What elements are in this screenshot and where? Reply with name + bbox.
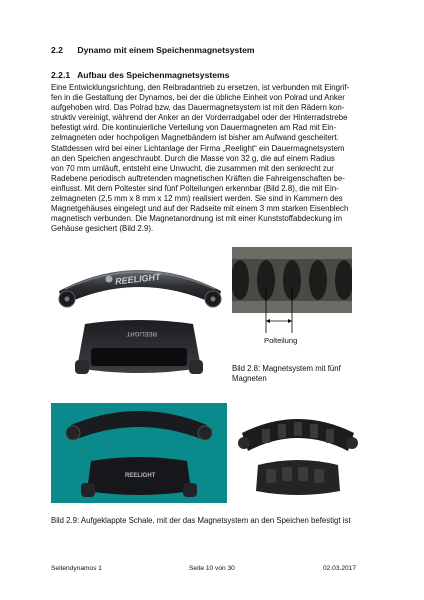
reelight-logo-shell: REELIGHT — [125, 473, 156, 479]
body-line: von 70 mm umläuft, entsteht eine Unwucht, die zusammen mit den senkrecht zur — [51, 163, 334, 173]
body-line: Eine Entwicklungsrichtung, den Reibradantrieb zu ersetzen, ist verbunden mit Eingrif- — [51, 83, 350, 92]
shell-open-photo — [51, 403, 227, 503]
section-heading — [51, 45, 255, 55]
polteilung-label: Polteilung — [264, 336, 298, 345]
body-line: Radebene periodisch auftretenden magnetischen Kräften die Fahreigenschaften be- — [51, 173, 345, 183]
dynamo-top-photo — [51, 247, 227, 317]
reelight-logo-underside: REELIGHT — [126, 330, 157, 336]
subsection-heading — [51, 70, 229, 80]
figure-2-8-caption: Bild 2.8: Magnetsystem mit fünf Magneten — [232, 364, 341, 383]
dynamo-underside-illustration — [51, 318, 227, 386]
shell-interior-illustration — [228, 403, 368, 503]
body-line: an den Speichen angeschraubt. Durch die Masse von 32 g, die auf einem Radius — [51, 153, 335, 163]
reelight-logo-top: REELIGHT — [114, 271, 161, 287]
dynamo-top-illustration — [51, 247, 227, 317]
subsection-number: 2.2.1 — [51, 70, 71, 80]
body-line: Magnetgehäuses eingelegt und auf der Radseite mit einem 3 mm starken Eisenblech — [51, 204, 349, 214]
body-line: zelmagneten oder hochpoligen Magnetbändern ist bisher am Aufwand gescheitert. — [51, 133, 339, 143]
body-line: struktiv vereinigt, während der Anker an der Vorderradgabel oder der Hinterradstrebe — [51, 113, 348, 123]
body-line: befestigt wird. Die kontinuierliche Verteilung von Dauermagneten am Rad mit Ein- — [51, 123, 337, 133]
figure-2-9-caption: Bild 2.9: Aufgeklappte Schale, mit der das Magnetsystem an den Speichen befestigt ist — [51, 516, 351, 525]
body-line: magnetisch verbunden. Die Magnetanordnung ist mit einer Kunststoffabdeckung im — [51, 214, 343, 224]
body-line: zelmagneten (2,5 mm x 8 mm x 12 mm) realisiert werden. Sie sind in Kammern des — [51, 194, 343, 204]
footer-page-number: Seite 10 von 30 — [189, 565, 235, 572]
shell-interior-photo — [228, 403, 368, 503]
body-line: einflusst. Mit dem Poltester sind fünf Polteilungen erkennbar (Bild 2.8), die mit Ein- — [51, 183, 339, 193]
shell-open-illustration — [51, 403, 227, 503]
body-line: Stattdessen wird bei einer Lichtanlage der Firma „Reelight“ ein Dauermagnetsystem — [51, 143, 345, 153]
polteilung-marker — [232, 247, 352, 337]
dynamo-underside-photo — [51, 318, 227, 386]
body-line: aufgehoben wird. Das Polrad bzw. das Dauermagnetsystem ist mit den Rädern kon- — [51, 103, 345, 113]
section-number: 2.2 — [51, 45, 63, 55]
body-line: fen in die Gestaltung der Dynamos, bei der die übliche Einheit von Polrad und Anker — [51, 93, 345, 103]
body-paragraph — [51, 83, 381, 234]
section-title: Dynamo mit einem Speichenmagnetsystem — [77, 45, 255, 55]
subsection-title: Aufbau des Speichenmagnetsystems — [77, 70, 230, 80]
footer-date: 02.03.2017 — [323, 565, 357, 572]
body-line: Gehäuse gesichert (Bild 2.9). — [51, 224, 154, 234]
footer-document-title: Seitendynamos 1 — [51, 565, 102, 572]
